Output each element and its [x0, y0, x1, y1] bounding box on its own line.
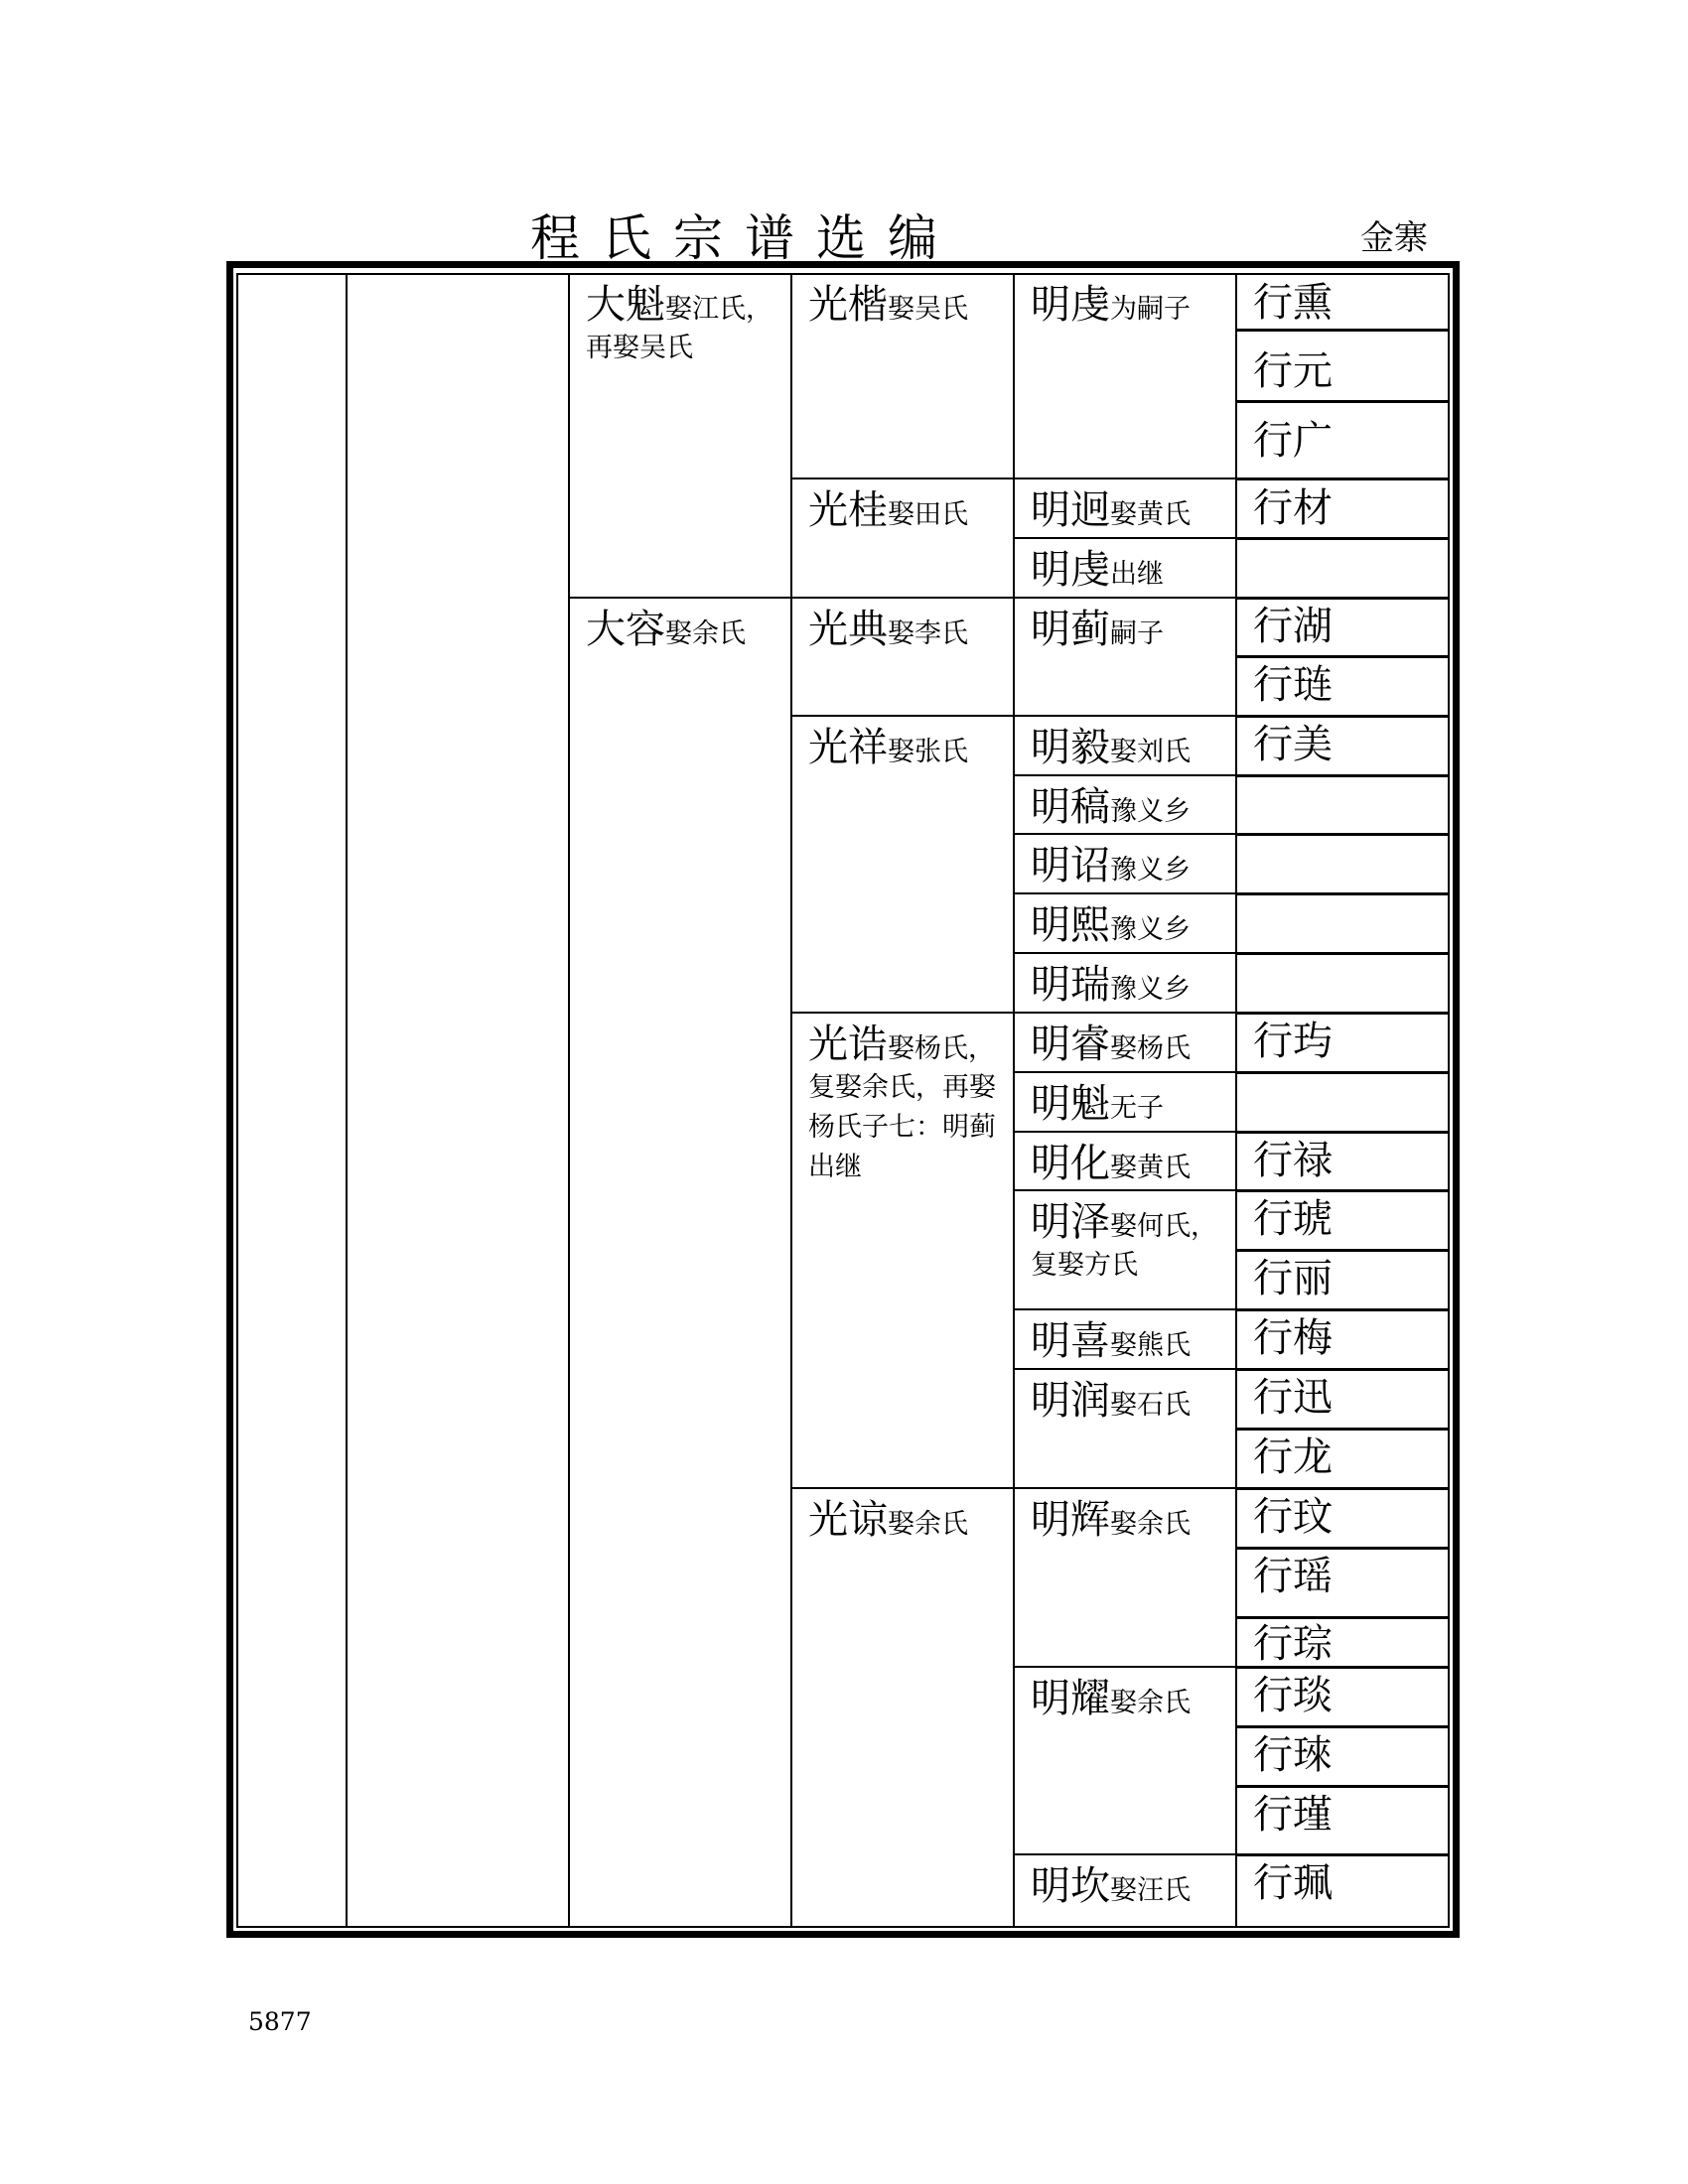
row-divider [1013, 715, 1237, 717]
gen2-note: 杨氏子七：明蓟 [808, 1112, 996, 1143]
row-divider [1235, 1725, 1450, 1728]
row-divider [1235, 329, 1450, 332]
row-divider [1235, 1616, 1450, 1619]
gen1-name: 大魁 [586, 282, 665, 328]
gen3-name: 明睿 [1031, 1022, 1110, 1067]
gen3-entry [1031, 724, 1191, 771]
row-divider [1235, 1189, 1450, 1192]
gen1-note: 娶余氏 [665, 618, 746, 649]
gen4-name: 行珮 [1253, 1860, 1333, 1906]
gen3-note: 娶汪氏 [1110, 1875, 1191, 1906]
row-divider [568, 597, 792, 599]
gen2-entry [808, 724, 968, 771]
gen3-name: 明稿 [1031, 784, 1110, 830]
page-number: 5877 [248, 2007, 312, 2036]
row-divider [1235, 400, 1450, 403]
gen3-note: 娶石氏 [1110, 1390, 1191, 1421]
row-divider [1013, 1308, 1237, 1310]
row-divider [1013, 1071, 1237, 1073]
gen4-name: 行琏 [1253, 662, 1333, 708]
row-divider [1013, 537, 1237, 539]
gen3-name: 明喜 [1031, 1318, 1110, 1364]
gen3-entry [1031, 1377, 1191, 1425]
row-divider [1013, 1012, 1237, 1014]
gen4-name: 行龙 [1253, 1434, 1333, 1480]
gen2-entry [808, 606, 968, 653]
gen3-name: 明辉 [1031, 1497, 1110, 1543]
row-divider [1235, 1428, 1450, 1431]
gen3-note: 娶余氏 [1110, 1688, 1191, 1718]
row-divider [1235, 1368, 1450, 1371]
row-divider [1013, 1368, 1237, 1370]
gen2-name: 光典 [808, 607, 888, 652]
gen2-note: 娶余氏 [888, 1509, 968, 1540]
row-divider [790, 715, 1015, 717]
gen3-note: 豫义乡 [1110, 796, 1191, 827]
gen4-name: 行琰 [1253, 1673, 1333, 1718]
row-divider [1235, 1249, 1450, 1252]
gen4-name: 行湖 [1253, 604, 1333, 649]
gen3-entry [1031, 1862, 1191, 1910]
gen3-name: 明迥 [1031, 487, 1110, 533]
gen3-entry [1031, 1198, 1217, 1286]
gen2-note: 复娶余氏，再娶 [808, 1072, 996, 1103]
gen3-name: 明坎 [1031, 1863, 1110, 1909]
gen1-note: 娶江氏， [665, 294, 773, 325]
row-divider [1235, 1012, 1450, 1015]
gen3-entry [1031, 1675, 1191, 1722]
gen3-entry [1031, 606, 1164, 653]
gen3-note: 出继 [1110, 559, 1164, 590]
gen3-entry [1031, 901, 1191, 949]
row-divider [1235, 833, 1450, 836]
gen2-entry [808, 486, 968, 534]
gen4-name: 行瑾 [1253, 1792, 1333, 1838]
gen3-name: 明虔 [1031, 282, 1110, 328]
gen3-note: 嗣子 [1110, 618, 1164, 649]
gen4-name: 行美 [1253, 722, 1333, 767]
gen4-name: 行广 [1253, 418, 1333, 464]
gen2-note: 娶吴氏 [888, 294, 968, 325]
row-divider [1013, 478, 1237, 479]
gen3-note: 娶熊氏 [1110, 1330, 1191, 1361]
gen4-name: 行琜 [1253, 1732, 1333, 1778]
gen3-note: 娶黄氏 [1110, 1153, 1191, 1183]
row-divider [1235, 1785, 1450, 1788]
row-divider [1013, 1666, 1237, 1668]
row-divider [1235, 597, 1450, 600]
gen2-note: 娶张氏 [888, 737, 968, 767]
gen3-note: 复娶方氏 [1031, 1250, 1138, 1281]
gen2-name: 光祥 [808, 725, 888, 770]
gen3-name: 明熙 [1031, 902, 1110, 948]
gen3-entry [1031, 1140, 1191, 1187]
gen2-name: 光楷 [808, 282, 888, 328]
gen3-note: 娶刘氏 [1110, 737, 1191, 767]
gen3-entry [1031, 842, 1191, 889]
row-divider [1235, 715, 1450, 718]
row-divider [1235, 952, 1450, 955]
gen3-name: 明虔 [1031, 547, 1110, 593]
gen2-note: 娶田氏 [888, 499, 968, 530]
gen1-name: 大容 [586, 607, 665, 652]
gen2-name: 光桂 [808, 487, 888, 533]
gen3-entry [1031, 1021, 1191, 1068]
gen4-name: 行熏 [1253, 280, 1333, 326]
gen3-note: 娶何氏， [1110, 1211, 1217, 1242]
gen3-name: 明化 [1031, 1141, 1110, 1186]
gen3-note: 豫义乡 [1110, 914, 1191, 945]
gen3-note: 娶杨氏 [1110, 1033, 1191, 1064]
row-divider [1235, 1131, 1450, 1134]
row-divider [1013, 774, 1237, 776]
row-divider [1235, 1071, 1450, 1074]
gen2-name: 光诰 [808, 1022, 888, 1067]
gen3-note: 娶黄氏 [1110, 499, 1191, 530]
row-divider [1235, 774, 1450, 777]
gen3-entry [1031, 1317, 1191, 1365]
row-divider [790, 1487, 1015, 1489]
row-divider [1013, 833, 1237, 835]
gen3-entry [1031, 961, 1191, 1009]
gen3-name: 明润 [1031, 1378, 1110, 1424]
row-divider [1013, 597, 1237, 599]
gen3-note: 豫义乡 [1110, 855, 1191, 886]
page-title: 程氏宗谱选编 [530, 209, 959, 267]
row-divider [1013, 1131, 1237, 1133]
gen3-name: 明泽 [1031, 1199, 1110, 1245]
gen1-entry [586, 281, 773, 368]
gen4-name: 行梅 [1253, 1315, 1333, 1361]
row-divider [1013, 1189, 1237, 1191]
gen2-entry [808, 1496, 968, 1544]
gen3-name: 明毅 [1031, 725, 1110, 770]
row-divider [1235, 655, 1450, 658]
gen4-name: 行禄 [1253, 1138, 1333, 1183]
column-divider [568, 273, 570, 1928]
gen3-note: 为嗣子 [1110, 294, 1191, 325]
gen2-entry [808, 281, 968, 329]
row-divider [1235, 1487, 1450, 1490]
gen1-note: 再娶吴氏 [586, 333, 693, 363]
gen3-name: 明瑞 [1031, 962, 1110, 1008]
gen3-entry [1031, 1080, 1164, 1128]
row-divider [1235, 892, 1450, 895]
gen1-entry [586, 606, 746, 653]
gen2-note: 娶杨氏， [888, 1033, 995, 1064]
row-divider [1013, 1487, 1237, 1489]
row-divider [1235, 1547, 1450, 1550]
gen3-name: 明诏 [1031, 843, 1110, 888]
column-divider [790, 273, 792, 1928]
gen4-name: 行玙 [1253, 1019, 1333, 1064]
gen4-name: 行琥 [1253, 1196, 1333, 1242]
row-divider [790, 597, 1015, 599]
gen2-name: 光谅 [808, 1497, 888, 1543]
gen3-note: 娶余氏 [1110, 1509, 1191, 1540]
gen2-note: 出继 [808, 1152, 862, 1182]
gen3-entry [1031, 281, 1191, 329]
gen3-entry [1031, 783, 1191, 831]
column-divider [1235, 273, 1237, 1928]
row-divider [1235, 1853, 1450, 1856]
row-divider [1235, 537, 1450, 540]
row-divider [790, 1012, 1015, 1014]
gen3-name: 明蓟 [1031, 607, 1110, 652]
gen4-name: 行材 [1253, 485, 1333, 531]
gen4-name: 行迅 [1253, 1375, 1333, 1421]
gen3-entry [1031, 1496, 1191, 1544]
row-divider [790, 478, 1015, 479]
row-divider [1013, 952, 1237, 954]
gen4-name: 行琮 [1253, 1621, 1333, 1667]
row-divider [1013, 892, 1237, 894]
gen3-entry [1031, 546, 1164, 594]
column-divider [346, 273, 348, 1928]
gen2-entry [808, 1021, 996, 1187]
gen4-name: 行丽 [1253, 1256, 1333, 1301]
row-divider [1013, 1853, 1237, 1855]
gen3-entry [1031, 486, 1191, 534]
gen3-note: 无子 [1110, 1093, 1164, 1124]
gen3-note: 豫义乡 [1110, 974, 1191, 1005]
row-divider [1235, 1308, 1450, 1311]
gen4-name: 行玟 [1253, 1494, 1333, 1540]
gen3-name: 明耀 [1031, 1676, 1110, 1721]
place-label: 金寨 [1360, 218, 1428, 258]
column-divider [1013, 273, 1015, 1928]
gen3-name: 明魁 [1031, 1081, 1110, 1127]
row-divider [1235, 478, 1450, 480]
gen4-name: 行元 [1253, 348, 1333, 394]
gen2-note: 娶李氏 [888, 618, 968, 649]
gen4-name: 行瑶 [1253, 1554, 1333, 1599]
